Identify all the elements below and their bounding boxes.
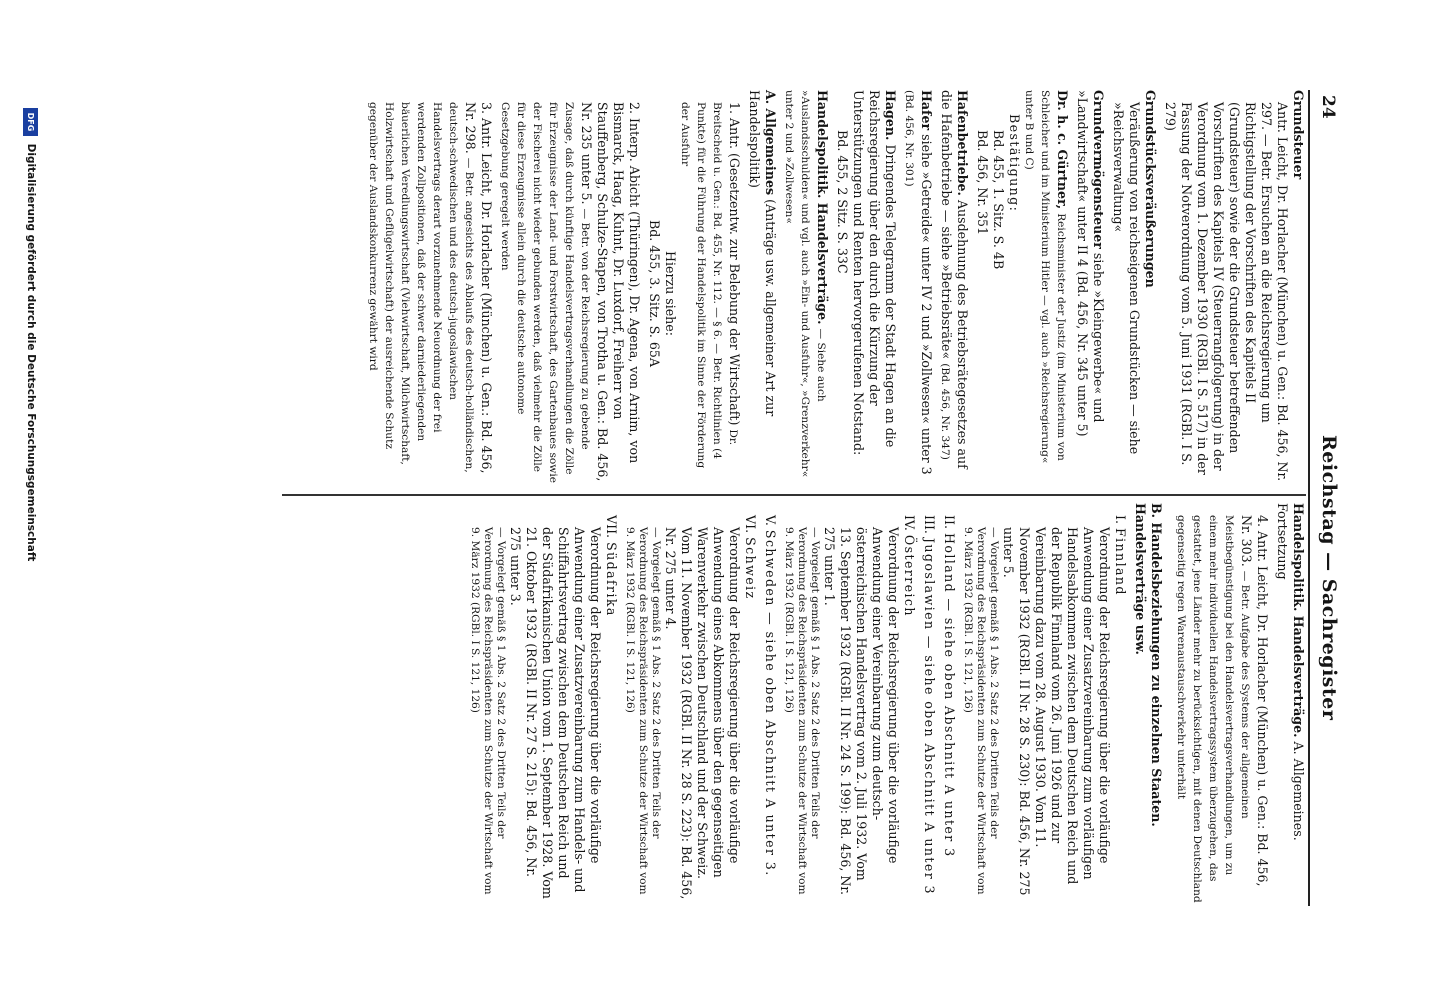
entry-body: Antr. Leicht, Dr. Horlacher (München) u. Gen.: Bd. 456, Nr. 297. — Betr. Ersuchen an die Reichsregierung um Richtigstellung der Vorschriften des Kapitels II (Grundsteuer) sowie der die Grundsteuer betreffenden Vorschriften des Kapitels IV (Steuerrangfolgerung) in der Verordnung vom 1. Dezember 1930 (RGBl. I S. 517) in der Fassung der Notverordnung vom 5. Juni 1931 (RGBl. I S. 279) (1163, 102, 1290, 482)
dfg-badge: DFG (23, 108, 38, 136)
item-number: 4. (1255, 515, 1270, 528)
section-name: Österreich (902, 534, 917, 617)
entry-grundstueck (1110, 90, 1158, 485)
entry-heading: Hagen. (883, 90, 898, 141)
left-column (362, 90, 1306, 485)
entry-body: siehe »Getreide« unter IV 2 und »Zollwesen« unter 3 (919, 134, 934, 475)
dfg-logo-icon (25, 108, 37, 144)
country-section (941, 503, 957, 903)
entry-grundsteuer (1162, 90, 1306, 485)
entry-heading: Handelspolitik. Handelsverträge. (815, 90, 830, 325)
country-section (762, 503, 778, 903)
section-body: (Anträge usw. allgemeiner Art zur Handelspolitik) (747, 90, 778, 417)
right-column (464, 503, 1306, 903)
section-b-heading: B. Handelsbeziehungen zu einzelnen Staaten. Handelsverträge usw. (1133, 503, 1164, 827)
item-body: — Betr. angesichts des Ablaufs des deutsch-holländischen, deutsch-schwedischen und des deutsch-jugoslawischen Handelsvertrags derart vorzunehmende Neuordnung der frei werdenden Zollpositionen, daß der schwer darniederliegenden bäuerlichen Veredlungswirtschaft (Viehwirtschaft, Milchwirtschaft, Holzwirtschaft und Geflügelwirtschaft) der ausreichende Schutz gegenüber der Auslandskonkurrenz gewährt wird (367, 102, 475, 473)
entry-note: (Bd. 456, Nr. 301) (903, 90, 915, 187)
section-roman: I. (1113, 515, 1128, 524)
item-heading: Antr. (Gesetzentw. zur Belebung der Wirtschaft) (727, 118, 742, 426)
country-section (623, 503, 758, 903)
section-body: Verordnung der Reichsregierung über die vorläufige Anwendung einer Vereinbarung zum deutsch-österreichischen Handelsvertrag vom 2. Juli 1932. Vom 13. September 1932 (RGBl. II Nr. 24 S. 199): Bd. 456, Nr. 275 unter 1. (822, 527, 901, 896)
entry-heading: Hafenbetriebe. (955, 90, 970, 196)
section-roman: VII. (604, 515, 619, 539)
entry-hagen (834, 90, 898, 485)
entry-ref: Bd. 455, 1. Sitz. S. 4B (991, 130, 1006, 270)
list-item (646, 90, 742, 485)
list-item (498, 90, 642, 485)
item-hierzu: Hierzu siehe: (663, 251, 678, 336)
item-number: 2. (627, 102, 642, 115)
section-body: Verordnung der Reichsregierung über die vorläufige Anwendung einer Zusatzvereinbarung zum vorläufigen Handelsabkommen zwischen dem Deutschen Reich und der Republik Finnland vom 26. Juni 1926 und zur Vereinbarung dazu vom 28. August 1930. Vom 11. November 1932 (RGBl. II Nr. 28 S. 230): Bd. 456, Nr. 275 unter 5. (1001, 527, 1112, 896)
section-roman: III. (922, 515, 937, 534)
item-heading: Interp. Abicht (Thüringen), Dr. Agena, von Arnim, von Bismarck, Haag, Kuhnt, Dr. Luxdorf, Freiherr von Stauffenberg, Schulze-Stapen, von Trotha u. Gen.: Bd. 456, Nr. 235 unter 5. (579, 102, 642, 482)
entry-note: (Bd. 456, Nr. 347) (939, 363, 951, 460)
item-number: 3. (479, 102, 494, 115)
section-note: — Vorgelegt gemäß § 1 Abs. 2 Satz 2 des Dritten Teils der Verordnung des Reichspräsidenten zum Schutze der Wirtschaft vom 9. März 1932 (RGBl. I S. 121, 126) (783, 527, 821, 895)
header-rule (1308, 90, 1310, 906)
entry-grundvermoegensteuer (1074, 90, 1106, 485)
item-heading: Antr. Leicht, Dr. Horlacher (München) u. Gen.: Bd. 456, Nr. 298. (463, 102, 494, 474)
section-text: Schweden — siehe oben Abschnitt A unter 3. (763, 529, 778, 877)
country-section (782, 503, 917, 903)
entry-sub: Fortsetzung (1275, 503, 1290, 580)
list-item (366, 90, 494, 485)
column-separator (282, 494, 1306, 496)
section-roman: VI. (743, 515, 758, 534)
entry-sub: Bestätigung: (1007, 114, 1022, 213)
country-section (921, 503, 937, 903)
entry-heading: Dr. h. c. Gürtner, (1055, 90, 1070, 210)
entry-tail: A. Allgemeines. (1291, 741, 1306, 841)
section-allgemeines (746, 90, 778, 485)
entry-heading: Grundvermögensteuer (1091, 90, 1106, 249)
section-body: Verordnung der Reichsregierung über die vorläufige Anwendung einer Zusatzvereinbarung zum Handels- und Schiffahrtsvertrag zwischen dem Deutschen Reich und der Südafrikanischen Union vom 1. September 1928. Vom 21. Oktober 1932 (RGBl. II Nr. 27 S. 215): Bd. 456, Nr. 275 unter 3. (508, 527, 603, 899)
country-section (468, 503, 619, 903)
entry-body: Ausdehnung des Betriebsrätegesetzes auf die Hafenbetriebe — siehe »Betriebsräte« (939, 90, 970, 469)
section-roman: V. (763, 515, 778, 526)
section-note: — Vorgelegt gemäß § 1 Abs. 2 Satz 2 des Dritten Teils der Verordnung des Reichspräsidenten zum Schutze der Wirtschaft vom 9. März 1932 (RGBl. I S. 121, 126) (962, 527, 1000, 895)
entry-heading: Grundstücksveräußerungen (1143, 90, 1158, 288)
section-text: Holland — siehe oben Abschnitt A unter 3 (942, 532, 957, 858)
section-roman: II. (942, 515, 957, 529)
entry-guertner (974, 90, 1070, 485)
entry-body: Dringendes Telegramm der Stadt Hagen an die Reichsregierung über den durch die Kürzung der Unterstützungen und Renten hervorgerufenen Notstand: (851, 90, 898, 456)
item-body: Dr. Breitscheid u. Gen.: Bd. 455, Nr. 112. — § 6. — Betr. Richtlinien (4 Punkte) für die Führung der Handelspolitik im Sinne der Förderung der Ausfuhr (679, 102, 739, 469)
page-header (1310, 0, 1342, 1000)
dfg-funding-note (20, 108, 38, 998)
section-text: Jugoslawien — siehe oben Abschnitt A unter 3 (922, 537, 937, 895)
entry-ref: Bd. 456, Nr. 351 (975, 130, 990, 236)
page-number: 24 (1318, 95, 1338, 119)
entry-body: Veräußerung von reichseigenen Grundstücken — siehe »Reichsverwaltung« (1111, 102, 1142, 455)
section-name: Südafrika (604, 542, 619, 617)
item-number: 1. (727, 102, 742, 115)
item-heading: Antr. Leicht, Dr. Horlacher (München) u. Gen.: Bd. 456, Nr. 303. (1239, 515, 1270, 887)
entry-body: siehe »Kleingewerbe« und »Landwirtschaft« unter II 4 (Bd. 456, Nr. 345 unter 5) (1075, 90, 1106, 437)
entry-ref: Bd. 455, 2 Sitz. S. 33C (835, 130, 850, 274)
entry-heading: Handelspolitik. Handelsverträge. (1291, 503, 1306, 738)
section-name: Finnland (1113, 528, 1128, 596)
section-body: Verordnung der Reichsregierung über die vorläufige Anwendung eines Abkommens über den gegenseitigen Warenverkehr zwischen Deutschland und der Schweiz. Vom 11. November 1932 (RGBl. II Nr. 28 S. 223): Bd. 456, Nr. 275 unter 4. (663, 527, 742, 900)
entry-body: Reichsminister der Justiz (im Ministerium von Schleicher und im Ministerium Hitler — vgl. auch »Reichsregierung« unter B und C) (1023, 90, 1067, 464)
entry-heading: Hafer (919, 90, 934, 131)
funding-text: Digitalisierung gefördert durch die Deutsche Forschungsgemeinschaft (25, 143, 37, 562)
entry-body: — Siehe auch »Auslandsschulden« und vgl. auch »Ein- und Ausfuhr«, »Grenzverkehr« unter 2 und »Zollwesen« (783, 90, 827, 478)
section-heading: A. Allgemeines (763, 90, 778, 196)
list-item (1174, 503, 1270, 903)
entry-hafenbetriebe (938, 90, 970, 485)
section-note: — Vorgelegt gemäß § 1 Abs. 2 Satz 2 des Dritten Teils der Verordnung des Reichspräsidenten zum Schutze der Wirtschaft vom 9. März 1932 (RGBl. I S. 121, 126) (624, 527, 662, 895)
entry-heading: Grundsteuer (1291, 90, 1306, 180)
section-name: Schweiz (743, 537, 758, 600)
continuation-heading (1274, 503, 1306, 903)
item-body: — Betr. von der Reichsregierung zu gebende Zusage, daß durch künftige Handelsvertragsverhandlungen die Zölle für Erzeugnisse der Land- und Forstwirtschaft, des Gartenbaues sowie der Fischerei nicht wieder gebunden werden, daß vielmehr die Zölle für diese Erzeugnisse allein durch die deutsche autonome Gesetzgebung geregelt werden (499, 102, 591, 484)
entry-hafer (902, 90, 934, 485)
entry-handelspolitik (782, 90, 830, 485)
item-body: — Betr. Aufgabe des Systems der allgemeinen Meistbegünstigung bei den Handelsvertragsverhandlungen, um zu einem mehr individuellen Handelsvertragssystem überzugehen, das gestattet, jene Länder mehr zu berücksichtigen, mit denen Deutschland gegenseitig regen Warenaustauschverkehr unterhält (1175, 515, 1251, 903)
country-section (961, 503, 1128, 903)
page-title: Reichstag — Sachregister (1318, 435, 1340, 721)
item-ref: Bd. 455, 3. Sitz. S. 65A (647, 219, 662, 368)
section-roman: IV. (902, 515, 917, 531)
section-note: — Vorgelegt gemäß § 1 Abs. 2 Satz 2 des Dritten Teils der Verordnung des Reichspräsidenten zum Schutze der Wirtschaft vom 9. März 1932 (RGBl. I S. 121, 126) (469, 527, 507, 895)
